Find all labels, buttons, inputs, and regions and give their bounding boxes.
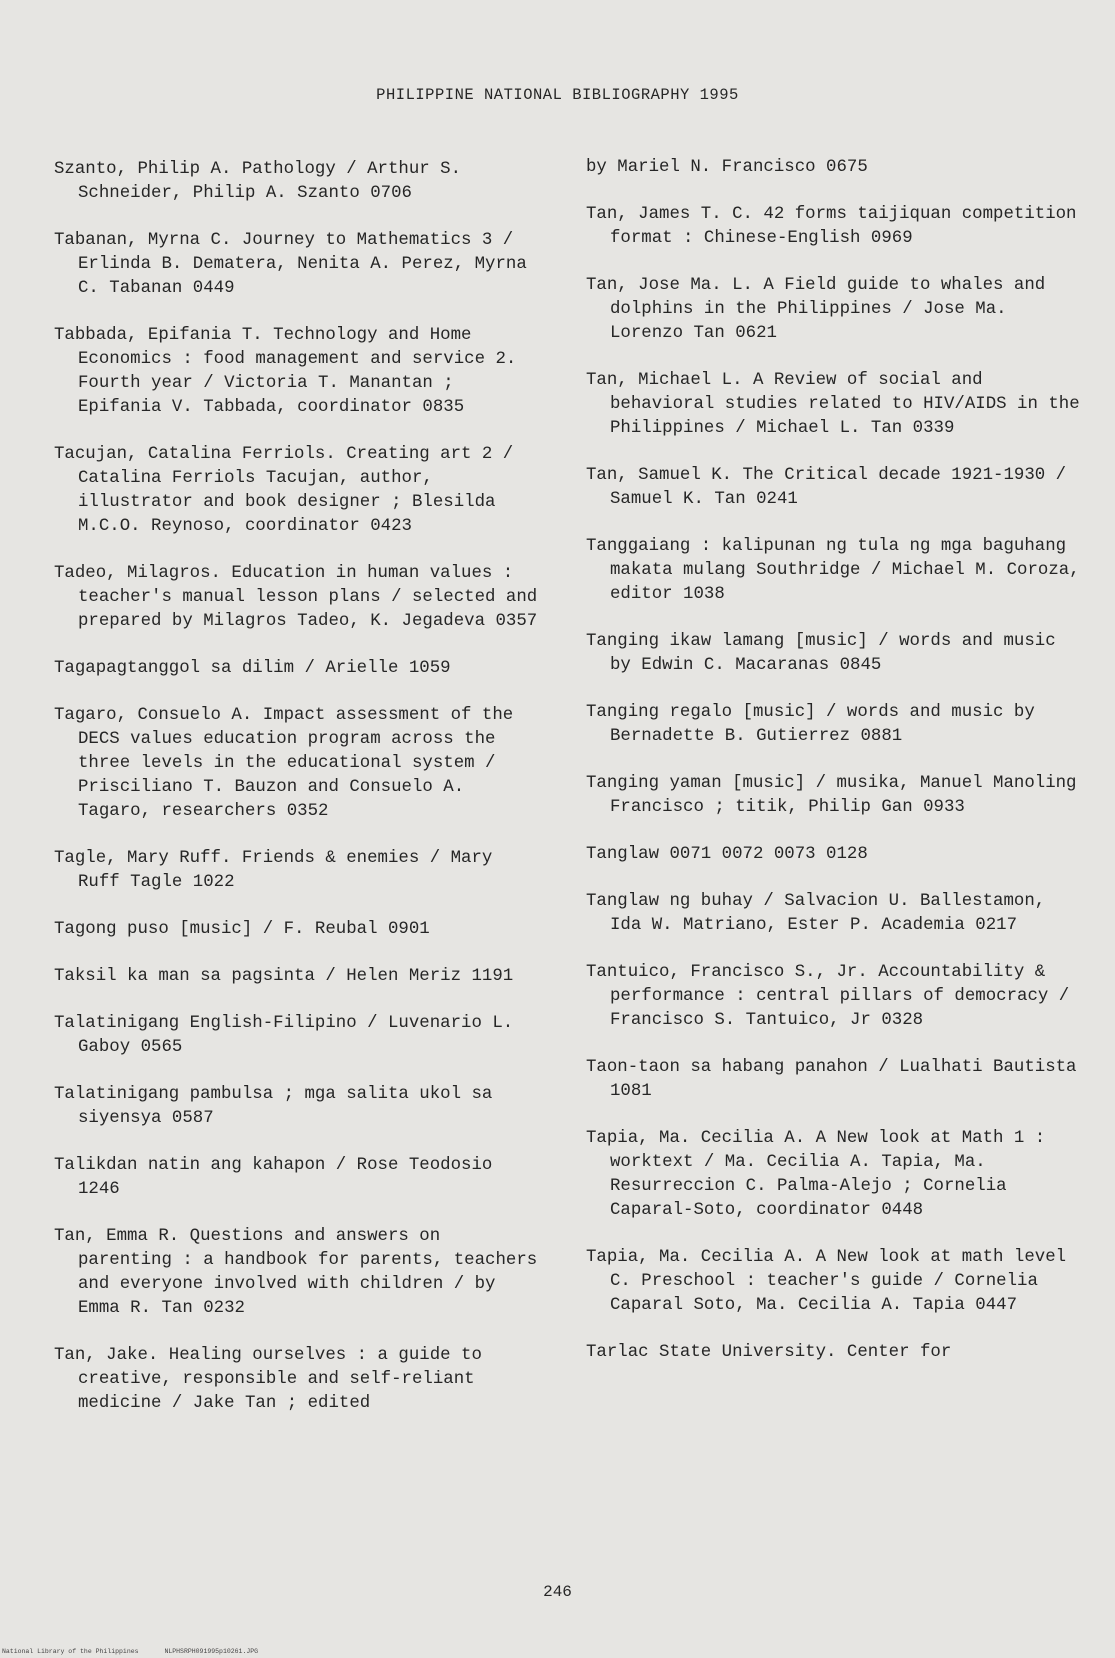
bibliography-entry: Tan, James T. C. 42 forms taijiquan competition format : Chinese-English 0969	[586, 205, 1077, 248]
bibliography-entry: Taon-taon sa habang panahon / Lualhati Bautista 1081	[586, 1058, 1077, 1101]
bibliography-entry: Tacujan, Catalina Ferriols. Creating art 2 / Catalina Ferriols Tacujan, author, illustrator and book designer ; Blesilda M.C.O. Reynoso, coordinator 0423	[54, 445, 514, 536]
bibliography-entry: Talatinigang pambulsa ; mga salita ukol sa siyensya 0587	[54, 1085, 493, 1128]
page-title: PHILIPPINE NATIONAL BIBLIOGRAPHY 1995	[376, 86, 739, 104]
footer-file: NLPHSRPH091995p10261.JPG	[164, 1648, 259, 1655]
bibliography-entry: Tanging regalo [music] / words and music by Bernadette B. Gutierrez 0881	[586, 703, 1035, 746]
bibliography-entry: Tantuico, Francisco S., Jr. Accountability & performance : central pillars of democracy / Francisco S. Tantuico, Jr 0328	[586, 963, 1070, 1030]
bibliography-entry: Tanglaw 0071 0072 0073 0128	[586, 845, 868, 864]
bibliography-entry: Tabanan, Myrna C. Journey to Mathematics 3 / Erlinda B. Dematera, Nenita A. Perez, Myrna C. Tabanan 0449	[54, 231, 527, 298]
bibliography-entry: Tan, Samuel K. The Critical decade 1921-1930 / Samuel K. Tan 0241	[586, 466, 1067, 509]
bibliography-entry: Taksil ka man sa pagsinta / Helen Meriz 1191	[54, 967, 514, 986]
bibliography-entry: Tadeo, Milagros. Education in human values : teacher's manual lesson plans / selected and prepared by Milagros Tadeo, K. Jegadeva 0357	[54, 564, 538, 631]
bibliography-entry: Tanging ikaw lamang [music] / words and music by Edwin C. Macaranas 0845	[586, 632, 1056, 675]
bibliography-entry: Tan, Emma R. Questions and answers on parenting : a handbook for parents, teachers and everyone involved with children / by Emma R. Tan 0232	[54, 1227, 538, 1318]
bibliography-entry: Tapia, Ma. Cecilia A. A New look at math level C. Preschool : teacher's guide / Cornelia Caparal Soto, Ma. Cecilia A. Tapia 0447	[586, 1248, 1067, 1315]
bibliography-entry: Tanglaw ng buhay / Salvacion U. Ballestamon, Ida W. Matriano, Ester P. Academia 0217	[586, 892, 1046, 935]
bibliography-entry: Tagaro, Consuelo A. Impact assessment of the DECS values education program across the three levels in the educational system / Prisciliano T. Bauzon and Consuelo A. Tagaro, researchers 0352	[54, 706, 514, 821]
bibliography-entry: Szanto, Philip A. Pathology / Arthur S. Schneider, Philip A. Szanto 0706	[54, 160, 462, 203]
bibliography-entry: Tapia, Ma. Cecilia A. A New look at Math 1 : worktext / Ma. Cecilia A. Tapia, Ma. Resurreccion C. Palma-Alejo ; Cornelia Caparal-Soto, coordinator 0448	[586, 1129, 1046, 1220]
bibliography-entry: Tabbada, Epifania T. Technology and Home Economics : food management and service 2. Fourth year / Victoria T. Manantan ; Epifania V. Tabbada, coordinator 0835	[54, 326, 517, 417]
right-column	[586, 156, 1080, 1388]
bibliography-entry: by Mariel N. Francisco 0675	[586, 158, 868, 177]
bibliography-entry: Tanggaiang : kalipunan ng tula ng mga baguhang makata mulang Southridge / Michael M. Coroza, editor 1038	[586, 537, 1080, 604]
bibliography-entry: Tanging yaman [music] / musika, Manuel Manoling Francisco ; titik, Philip Gan 0933	[586, 774, 1077, 817]
bibliography-entry: Tagong puso [music] / F. Reubal 0901	[54, 920, 430, 939]
scan-footer	[2, 1648, 280, 1655]
footer-library: National Library of the Philippines	[2, 1648, 139, 1655]
bibliography-entry: Tagapagtanggol sa dilim / Arielle 1059	[54, 659, 451, 678]
bibliography-entry: Tan, Jake. Healing ourselves : a guide to creative, responsible and self-reliant medicine / Jake Tan ; edited	[54, 1346, 482, 1413]
bibliography-entry: Tan, Michael L. A Review of social and behavioral studies related to HIV/AIDS in the Philippines / Michael L. Tan 0339	[586, 371, 1080, 438]
page-number: 246	[543, 1583, 572, 1601]
bibliography-entry: Talikdan natin ang kahapon / Rose Teodosio 1246	[54, 1156, 493, 1199]
left-column	[54, 158, 544, 1439]
bibliography-entry: Tarlac State University. Center for	[586, 1343, 952, 1362]
bibliography-entry: Tan, Jose Ma. L. A Field guide to whales and dolphins in the Philippines / Jose Ma. Lorenzo Tan 0621	[586, 276, 1046, 343]
bibliography-entry: Talatinigang English-Filipino / Luvenario L. Gaboy 0565	[54, 1014, 514, 1057]
bibliography-entry: Tagle, Mary Ruff. Friends & enemies / Mary Ruff Tagle 1022	[54, 849, 493, 892]
